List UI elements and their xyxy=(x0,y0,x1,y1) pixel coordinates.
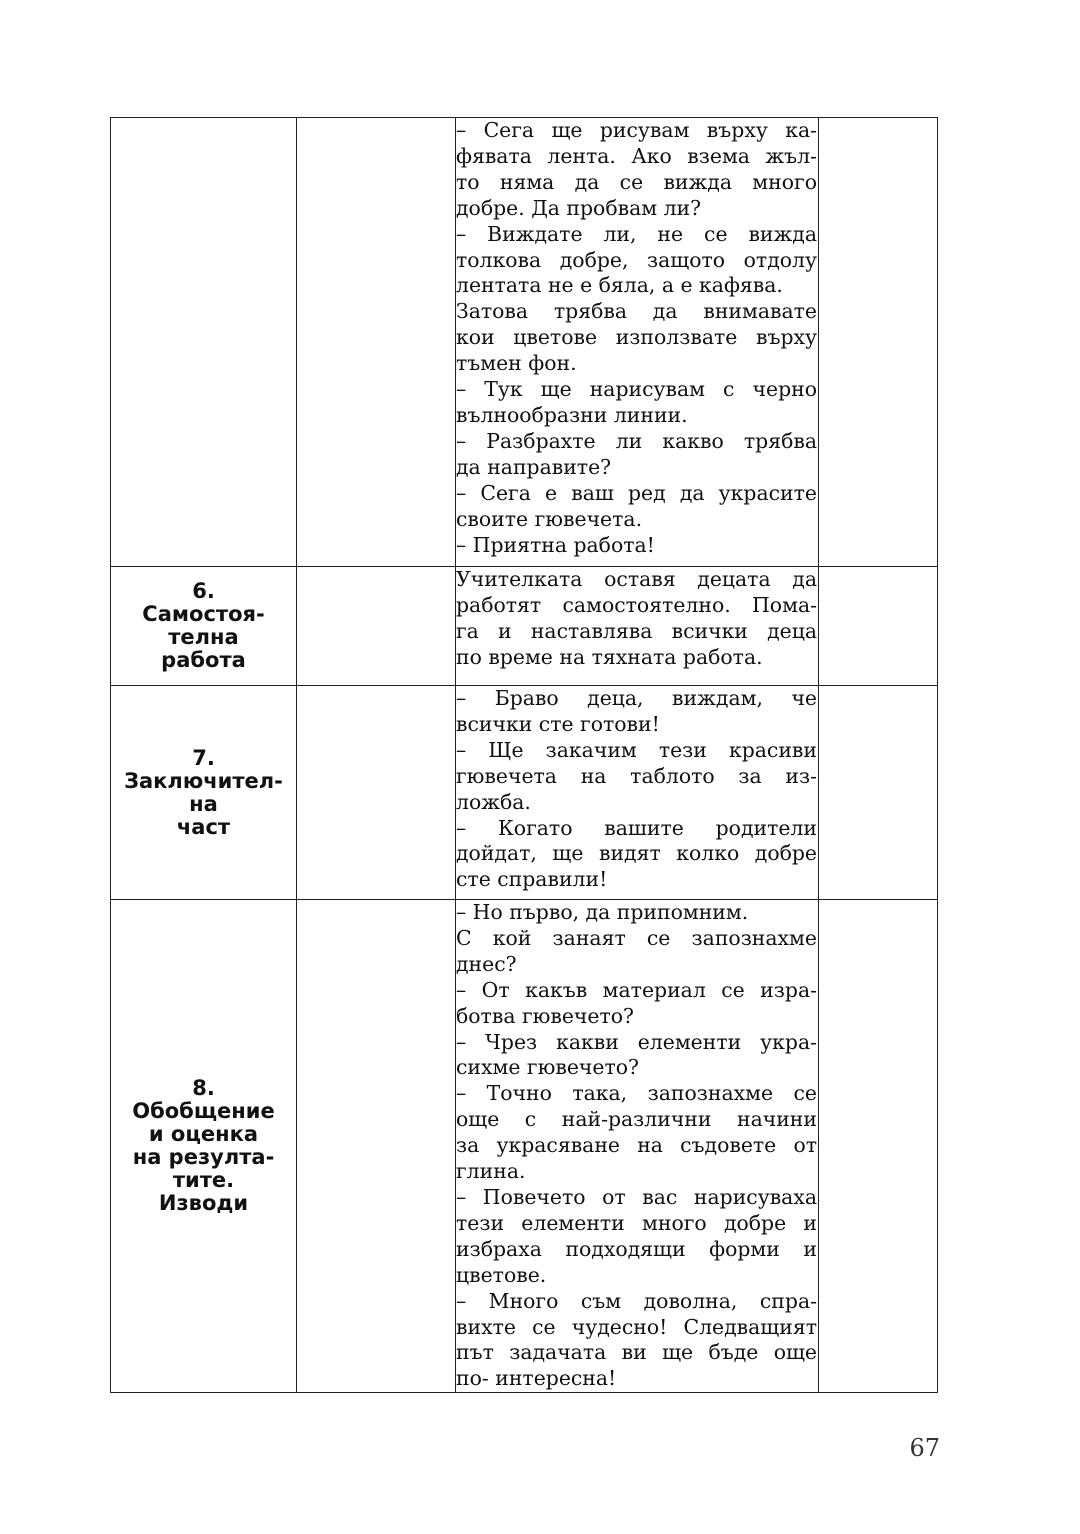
stage-title-line: телна xyxy=(168,625,239,649)
text-line: гювечета на таблото за из- xyxy=(456,763,817,788)
text-line: ботва гювечето? xyxy=(456,1003,634,1028)
teacher-activity-cell xyxy=(456,686,819,900)
stage-title-line: и оценка xyxy=(148,1122,259,1147)
text-line: – Но първо, да припомним. xyxy=(456,900,749,924)
text-line: вихте се чудесно! Следващият xyxy=(456,1314,817,1339)
text-line: глина. xyxy=(456,1159,526,1184)
text-line: – Приятна работа! xyxy=(456,532,655,557)
stage-title-line: Заключител- xyxy=(124,768,283,793)
text-line: път задачата ви ще бъде още xyxy=(456,1340,817,1365)
text-line: – Повечето от вас нарисуваха xyxy=(456,1184,817,1209)
text-line: толкова добре, защото отдолу xyxy=(456,247,817,272)
empty-cell xyxy=(819,686,938,900)
empty-cell xyxy=(297,686,456,900)
text-line: – Точно така, запознахме се xyxy=(456,1081,817,1106)
text-line: лентата не е бяла, а е кафява. xyxy=(456,273,783,298)
text-line: – Ще закачим тези красиви xyxy=(456,737,817,762)
text-line: – Тук ще нарисувам с черно xyxy=(456,377,817,402)
stage-title-line: Самостоя- xyxy=(142,602,265,626)
teacher-activity-cell xyxy=(456,118,819,567)
empty-cell xyxy=(819,567,938,686)
text-line: га и наставлява всички деца xyxy=(456,618,817,643)
stage-title-line: Изводи xyxy=(158,1191,249,1216)
text-line: – От какъв материал се изра- xyxy=(456,977,817,1002)
text-line: С кой занаят се запознахме xyxy=(456,925,817,950)
text-line: тези елементи много добре и xyxy=(456,1210,817,1235)
stage-title-line: на резулта- xyxy=(132,1145,275,1170)
text-line: Затова трябва да внимавате xyxy=(456,299,817,324)
text-line: – Много съм доволна, спра- xyxy=(456,1288,817,1313)
empty-cell xyxy=(819,118,938,567)
text-line: днес? xyxy=(456,951,517,976)
table-row xyxy=(111,567,938,686)
stage-cell xyxy=(111,567,297,686)
text-line: своите гювечета. xyxy=(456,506,643,531)
text-line: да направите? xyxy=(456,454,612,479)
text-line: още с най-различни начини xyxy=(456,1107,817,1132)
text-line: сихме гювечето? xyxy=(456,1055,639,1080)
text-line: вълнообразни линии. xyxy=(456,402,688,427)
stage-cell xyxy=(111,118,297,567)
empty-cell xyxy=(297,567,456,686)
teacher-activity-cell xyxy=(456,567,819,686)
text-line: работят самостоятелно. Пома- xyxy=(456,592,817,617)
lesson-plan-table xyxy=(110,117,938,1393)
table-row xyxy=(111,900,938,1393)
text-line: – Чрез какви елементи укра- xyxy=(456,1029,817,1054)
empty-cell xyxy=(297,118,456,567)
text-line: цветове. xyxy=(456,1262,547,1287)
stage-title-line: тите. xyxy=(172,1168,235,1193)
page-number: 67 xyxy=(909,1434,940,1462)
text-line: избраха подходящи форми и xyxy=(456,1236,817,1261)
text-line: – Когато вашите родители xyxy=(456,815,817,840)
empty-cell xyxy=(297,900,456,1393)
stage-cell xyxy=(111,900,297,1393)
teacher-activity-cell xyxy=(456,900,819,1393)
text-line: – Разбрахте ли какво трябва xyxy=(456,428,817,453)
text-line: то няма да се вижда много xyxy=(456,169,817,194)
text-line: всички сте готови! xyxy=(456,711,660,736)
text-line: по време на тяхната работа. xyxy=(456,644,763,669)
text-line: по- интересна! xyxy=(456,1366,617,1391)
stage-title-line: Обобщение xyxy=(132,1099,275,1124)
text-line: ложба. xyxy=(456,789,531,814)
table-row xyxy=(111,118,938,567)
text-line: – Виждате ли, не се вижда xyxy=(456,221,817,246)
empty-cell xyxy=(819,900,938,1393)
text-line: добре. Да пробвам ли? xyxy=(456,195,702,220)
text-line: за украсяване на съдовете от xyxy=(456,1133,817,1158)
text-line: Учителката оставя децата да xyxy=(456,567,817,591)
text-line: – Сега е ваш ред да украсите xyxy=(456,480,817,505)
stage-cell xyxy=(111,686,297,900)
stage-title-line: част xyxy=(176,814,231,839)
text-line: тъмен фон. xyxy=(456,351,577,376)
stage-title-line: на xyxy=(189,791,218,816)
table-row xyxy=(111,686,938,900)
text-line: дойдат, ще видят колко добре xyxy=(456,841,817,866)
stage-title-line: 7. xyxy=(192,745,215,770)
text-line: – Сега ще рисувам върху ка- xyxy=(456,118,817,142)
text-line: сте справили! xyxy=(456,867,608,892)
text-line: – Браво деца, виждам, че xyxy=(456,686,817,710)
text-line: кои цветове използвате върху xyxy=(456,325,817,350)
stage-title-line: 6. xyxy=(192,579,215,603)
stage-title-line: работа xyxy=(161,648,246,672)
stage-title-line: 8. xyxy=(192,1076,215,1101)
text-line: фявата лента. Ако взема жъл- xyxy=(456,143,817,168)
